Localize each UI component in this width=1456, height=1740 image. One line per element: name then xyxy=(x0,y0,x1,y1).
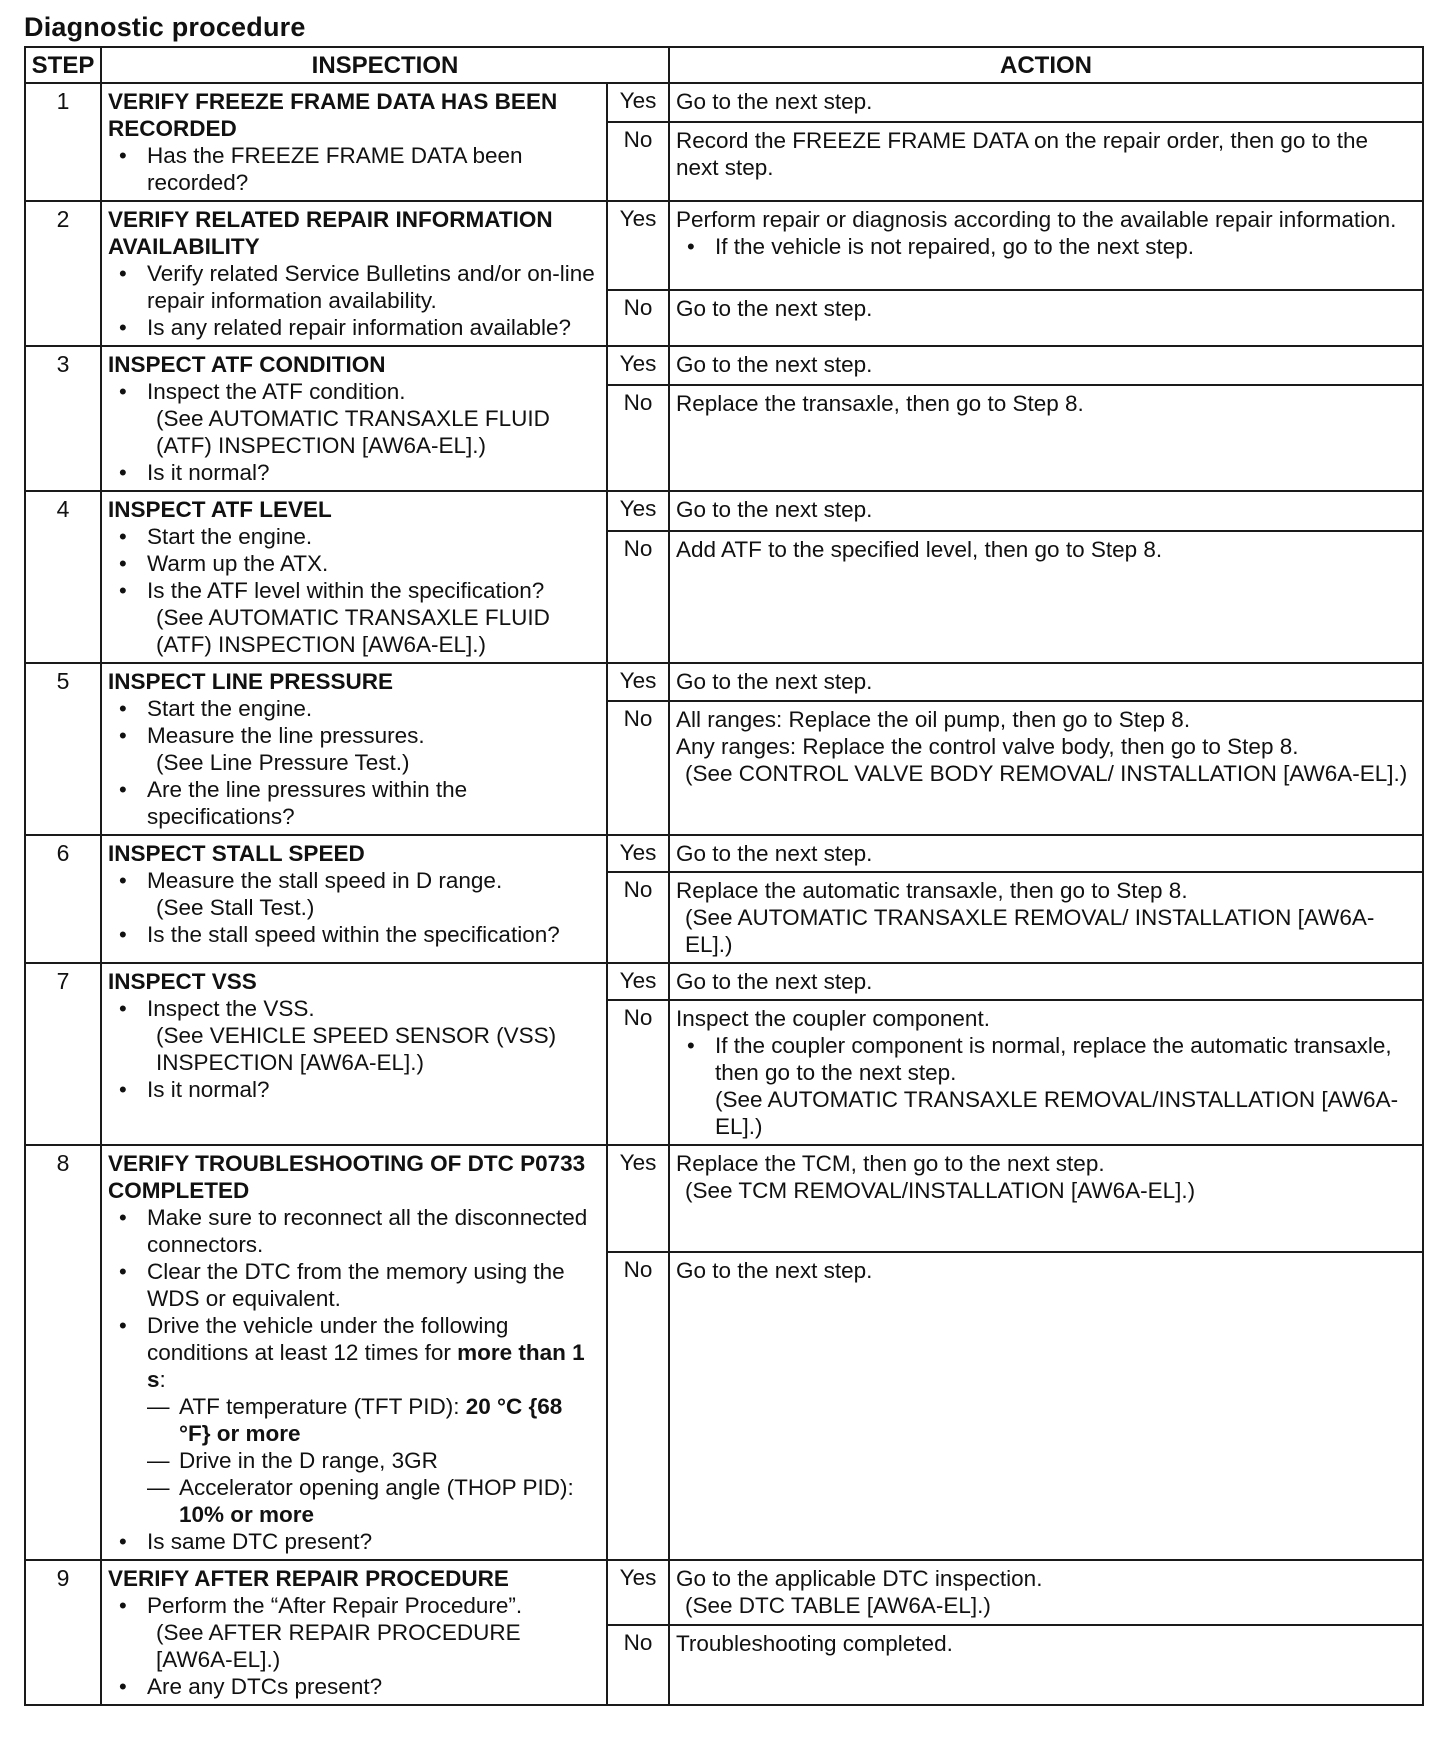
punctuation: : xyxy=(159,1367,166,1392)
inspection-bullet xyxy=(108,867,600,921)
action-bullet: • If the vehicle is not repaired, go to the next step. xyxy=(676,233,1414,260)
action-text: Go to the applicable DTC inspection. xyxy=(676,1566,1043,1591)
emphasis-text: more than 1 s xyxy=(147,1340,585,1392)
inspection-bullet: • Has the FREEZE FRAME DATA been recorded? xyxy=(108,142,600,196)
action-yes xyxy=(669,963,1423,1000)
action-column-header: ACTION xyxy=(669,47,1423,83)
inspection-cell xyxy=(101,1560,607,1705)
inspection-bullet: • Start the engine. xyxy=(108,695,600,722)
step-number: 2 xyxy=(25,201,101,346)
no-label: No xyxy=(607,1000,669,1145)
action-bullet-text: If the coupler component is normal, replace the automatic transaxle, then go to the next step. xyxy=(715,1033,1392,1085)
step-number: 1 xyxy=(25,83,101,201)
no-label: No xyxy=(607,872,669,963)
reference-text: (See TCM REMOVAL/INSTALLATION [AW6A-EL].) xyxy=(685,1178,1196,1203)
action-text: Go to the next step. xyxy=(676,497,873,522)
step-column-header: STEP xyxy=(25,47,101,83)
yes-label: Yes xyxy=(607,835,669,872)
table-header-row xyxy=(25,47,1423,83)
inspection-bullet: • Start the engine. xyxy=(108,523,600,550)
reference-text: (See Line Pressure Test.) xyxy=(156,750,410,775)
inspection-bullet xyxy=(108,1312,600,1528)
action-no xyxy=(669,1625,1423,1705)
action-text: Go to the next step. xyxy=(676,841,873,866)
inspection-bullet: • Are the line pressures within the specifications? xyxy=(108,776,600,830)
action-no xyxy=(669,1000,1423,1145)
step-title: VERIFY RELATED REPAIR INFORMATION AVAILABILITY xyxy=(108,207,553,259)
inspection-bullet-text: Is the ATF level within the specification? xyxy=(147,578,545,603)
inspection-cell xyxy=(101,963,607,1145)
inspection-bullet: • Warm up the ATX. xyxy=(108,550,600,577)
action-yes xyxy=(669,835,1423,872)
inspection-bullet-text: Measure the stall speed in D range. xyxy=(147,868,503,893)
action-text: Go to the next step. xyxy=(676,969,873,994)
step-number: 3 xyxy=(25,346,101,491)
table-row xyxy=(25,491,1423,531)
action-text: Go to the next step. xyxy=(676,1257,873,1283)
yes-label: Yes xyxy=(607,963,669,1000)
condition-text: Drive in the D range, 3GR xyxy=(179,1448,438,1473)
page-title: Diagnostic procedure xyxy=(24,12,306,42)
step-number: 8 xyxy=(25,1145,101,1560)
inspection-cell xyxy=(101,663,607,835)
action-no xyxy=(669,122,1423,201)
action-no xyxy=(669,701,1423,835)
yes-label: Yes xyxy=(607,491,669,531)
action-text: Inspect the coupler component. xyxy=(676,1006,990,1031)
inspection-cell xyxy=(101,1145,607,1560)
action-yes xyxy=(669,1145,1423,1252)
inspection-bullet-text: Inspect the ATF condition. xyxy=(147,379,406,404)
no-label: No xyxy=(607,1252,669,1560)
table-row xyxy=(25,201,1423,290)
reference-text: (See AUTOMATIC TRANSAXLE FLUID (ATF) INSPECTION [AW6A-EL].) xyxy=(156,605,550,657)
action-text: Troubleshooting completed. xyxy=(676,1631,953,1657)
inspection-bullet: • Make sure to reconnect all the disconnected connectors. xyxy=(108,1204,600,1258)
inspection-bullet-text: Perform the “After Repair Procedure”. xyxy=(147,1593,523,1618)
table-row xyxy=(25,963,1423,1000)
inspection-column-header: INSPECTION xyxy=(101,47,669,83)
inspection-bullet xyxy=(108,1592,600,1673)
condition-text: ATF temperature (TFT PID): xyxy=(179,1394,466,1419)
inspection-bullet xyxy=(108,577,600,658)
table-row xyxy=(25,663,1423,701)
action-text: Replace the transaxle, then go to Step 8. xyxy=(676,391,1084,417)
inspection-bullet: • Are any DTCs present? xyxy=(108,1673,600,1700)
condition-text: Accelerator opening angle (THOP PID): xyxy=(179,1475,574,1500)
inspection-bullet: • Is same DTC present? xyxy=(108,1528,600,1555)
step-number: 9 xyxy=(25,1560,101,1705)
inspection-bullet: • Is it normal? xyxy=(108,459,600,486)
step-number: 6 xyxy=(25,835,101,963)
table-row xyxy=(25,1560,1423,1625)
diagnostic-table xyxy=(24,46,1424,1706)
table-row xyxy=(25,83,1423,122)
inspection-bullet-text: Drive the vehicle under the following conditions at least 12 times for xyxy=(147,1313,509,1365)
condition-item xyxy=(147,1393,600,1447)
inspection-bullet xyxy=(108,995,600,1076)
action-yes xyxy=(669,1560,1423,1625)
step-title: INSPECT ATF CONDITION xyxy=(108,352,386,377)
inspection-cell xyxy=(101,83,607,201)
step-title: INSPECT ATF LEVEL xyxy=(108,497,332,522)
action-text: Go to the next step. xyxy=(676,295,873,321)
no-label: No xyxy=(607,290,669,346)
step-title: VERIFY FREEZE FRAME DATA HAS BEEN RECORDED xyxy=(108,89,558,141)
no-label: No xyxy=(607,531,669,663)
table-row xyxy=(25,346,1423,385)
step-number: 4 xyxy=(25,491,101,663)
action-text: Add ATF to the specified level, then go to Step 8. xyxy=(676,536,1163,562)
yes-label: Yes xyxy=(607,201,669,290)
action-text: Go to the next step. xyxy=(676,669,873,694)
action-text: Replace the TCM, then go to the next step. xyxy=(676,1151,1105,1176)
no-label: No xyxy=(607,385,669,491)
step-title: INSPECT STALL SPEED xyxy=(108,841,365,866)
reference-text: (See DTC TABLE [AW6A-EL].) xyxy=(685,1593,991,1618)
inspection-bullet-text: Measure the line pressures. xyxy=(147,723,425,748)
action-yes xyxy=(669,346,1423,385)
yes-label: Yes xyxy=(607,1145,669,1252)
inspection-bullet: • Clear the DTC from the memory using the WDS or equivalent. xyxy=(108,1258,600,1312)
condition-value: 10% or more xyxy=(179,1502,315,1527)
action-text: Perform repair or diagnosis according to the available repair information. xyxy=(676,207,1397,232)
action-no xyxy=(669,872,1423,963)
condition-value: 20 °C {68 °F} or more xyxy=(179,1394,563,1446)
no-label: No xyxy=(607,701,669,835)
inspection-bullet xyxy=(108,378,600,459)
reference-text: (See Stall Test.) xyxy=(156,895,315,920)
reference-text: (See AUTOMATIC TRANSAXLE FLUID (ATF) INSPECTION [AW6A-EL].) xyxy=(156,406,550,458)
action-no xyxy=(669,385,1423,491)
yes-label: Yes xyxy=(607,83,669,122)
no-label: No xyxy=(607,1625,669,1705)
action-text: Any ranges: Replace the control valve body, then go to Step 8. xyxy=(676,734,1299,760)
table-row xyxy=(25,1145,1423,1252)
inspection-cell xyxy=(101,346,607,491)
inspection-cell xyxy=(101,491,607,663)
inspection-bullet: • Is any related repair information available? xyxy=(108,314,600,341)
step-number: 5 xyxy=(25,663,101,835)
reference-text: (See AUTOMATIC TRANSAXLE REMOVAL/INSTALLATION [AW6A-EL].) xyxy=(715,1087,1399,1139)
inspection-cell xyxy=(101,201,607,346)
action-yes xyxy=(669,663,1423,701)
yes-label: Yes xyxy=(607,663,669,701)
action-text: Go to the next step. xyxy=(676,352,873,377)
action-no xyxy=(669,1252,1423,1560)
inspection-bullet-text: Inspect the VSS. xyxy=(147,996,315,1021)
reference-text: (See AUTOMATIC TRANSAXLE REMOVAL/ INSTALLATION [AW6A-EL].) xyxy=(685,905,1375,957)
yes-label: Yes xyxy=(607,346,669,385)
step-title: INSPECT VSS xyxy=(108,969,257,994)
condition-item xyxy=(147,1474,600,1528)
action-yes xyxy=(669,83,1423,122)
inspection-bullet: • Is the stall speed within the specification? xyxy=(108,921,600,948)
action-text: All ranges: Replace the oil pump, then go to Step 8. xyxy=(676,707,1191,733)
action-bullet xyxy=(676,1032,1414,1140)
action-yes xyxy=(669,491,1423,531)
step-number: 7 xyxy=(25,963,101,1145)
step-title: VERIFY AFTER REPAIR PROCEDURE xyxy=(108,1566,509,1591)
step-title: INSPECT LINE PRESSURE xyxy=(108,669,394,694)
condition-item xyxy=(147,1447,600,1474)
inspection-bullet xyxy=(108,722,600,776)
table-row xyxy=(25,835,1423,872)
action-text: Record the FREEZE FRAME DATA on the repair order, then go to the next step. xyxy=(676,127,1368,180)
reference-text: (See AFTER REPAIR PROCEDURE [AW6A-EL].) xyxy=(156,1620,521,1672)
reference-text: (See VEHICLE SPEED SENSOR (VSS) INSPECTION [AW6A-EL].) xyxy=(156,1023,557,1075)
no-label: No xyxy=(607,122,669,201)
yes-label: Yes xyxy=(607,1560,669,1625)
inspection-cell xyxy=(101,835,607,963)
action-text: Go to the next step. xyxy=(676,89,873,114)
action-no xyxy=(669,290,1423,346)
action-text: Replace the automatic transaxle, then go to Step 8. xyxy=(676,878,1188,903)
step-title: VERIFY TROUBLESHOOTING OF DTC P0733 COMPLETED xyxy=(108,1151,586,1203)
action-yes xyxy=(669,201,1423,290)
inspection-bullet: • Is it normal? xyxy=(108,1076,600,1103)
inspection-bullet: • Verify related Service Bulletins and/or on-line repair information availability. xyxy=(108,260,600,314)
action-no xyxy=(669,531,1423,663)
reference-text: (See CONTROL VALVE BODY REMOVAL/ INSTALLATION [AW6A-EL].) xyxy=(685,761,1408,787)
